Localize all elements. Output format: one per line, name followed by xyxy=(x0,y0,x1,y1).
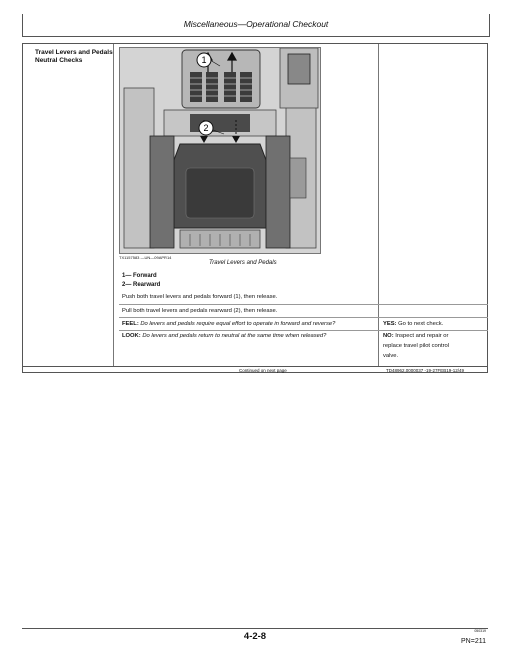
pn-label: PN=211 xyxy=(461,638,486,645)
feel-keyword: FEEL: xyxy=(122,321,139,327)
reference-code: TD48962,0000037 -19-27FEB19-12/49 xyxy=(386,368,465,373)
legend-item-forward: 1— Forward xyxy=(122,273,157,279)
callout-1: 1 xyxy=(201,55,207,65)
step-push: Push both travel levers and pedals forward (1), then release. xyxy=(122,294,278,300)
feel-text: Do levers and pedals require equal effort to operate in forward and reverse? xyxy=(140,321,336,327)
cab-illustration xyxy=(119,47,321,254)
left-column xyxy=(23,44,114,366)
row-divider xyxy=(119,317,488,318)
page-header xyxy=(22,14,490,37)
table-bottom-rule xyxy=(23,366,487,367)
step-pull: Pull both travel levers and pedals rearward (2), then release. xyxy=(122,308,278,314)
callout-legend xyxy=(122,272,160,290)
section-heading-line-2: Neutral Checks xyxy=(35,57,83,64)
footer-rule xyxy=(22,628,488,629)
no-text-line-2: replace travel pilot control xyxy=(383,343,450,349)
row-divider xyxy=(119,304,488,305)
check-table xyxy=(22,43,488,373)
no-text-line-1: Inspect and repair or xyxy=(395,333,449,339)
yes-text: Go to next check. xyxy=(398,321,444,327)
no-keyword: NO: xyxy=(383,333,394,339)
step-feel xyxy=(122,321,335,327)
no-text-line-3: valve. xyxy=(383,353,399,359)
continued-note: Continued on next page xyxy=(239,368,287,373)
look-text: Do levers and pedals return to neutral at the same time when released? xyxy=(142,333,327,339)
look-keyword: LOOK: xyxy=(122,333,141,339)
answer-yes xyxy=(383,319,483,329)
section-heading-line-1: Travel Levers and Pedals xyxy=(35,49,113,56)
step-look xyxy=(122,333,326,339)
page-title: Miscellaneous—Operational Checkout xyxy=(183,19,329,29)
cab-drawing xyxy=(120,48,320,253)
page-number: 4-2-8 xyxy=(243,631,267,642)
yes-keyword: YES: xyxy=(383,321,397,327)
legend-item-rearward: 2— Rearward xyxy=(122,282,161,288)
figure-caption: Travel Levers and Pedals xyxy=(209,260,277,266)
callout-2: 2 xyxy=(203,123,209,133)
date-code: 050319 xyxy=(474,629,486,633)
figure-code: TX1157583 —UN—09APR14 xyxy=(119,255,172,260)
section-heading xyxy=(35,49,113,65)
answer-no xyxy=(383,331,483,361)
